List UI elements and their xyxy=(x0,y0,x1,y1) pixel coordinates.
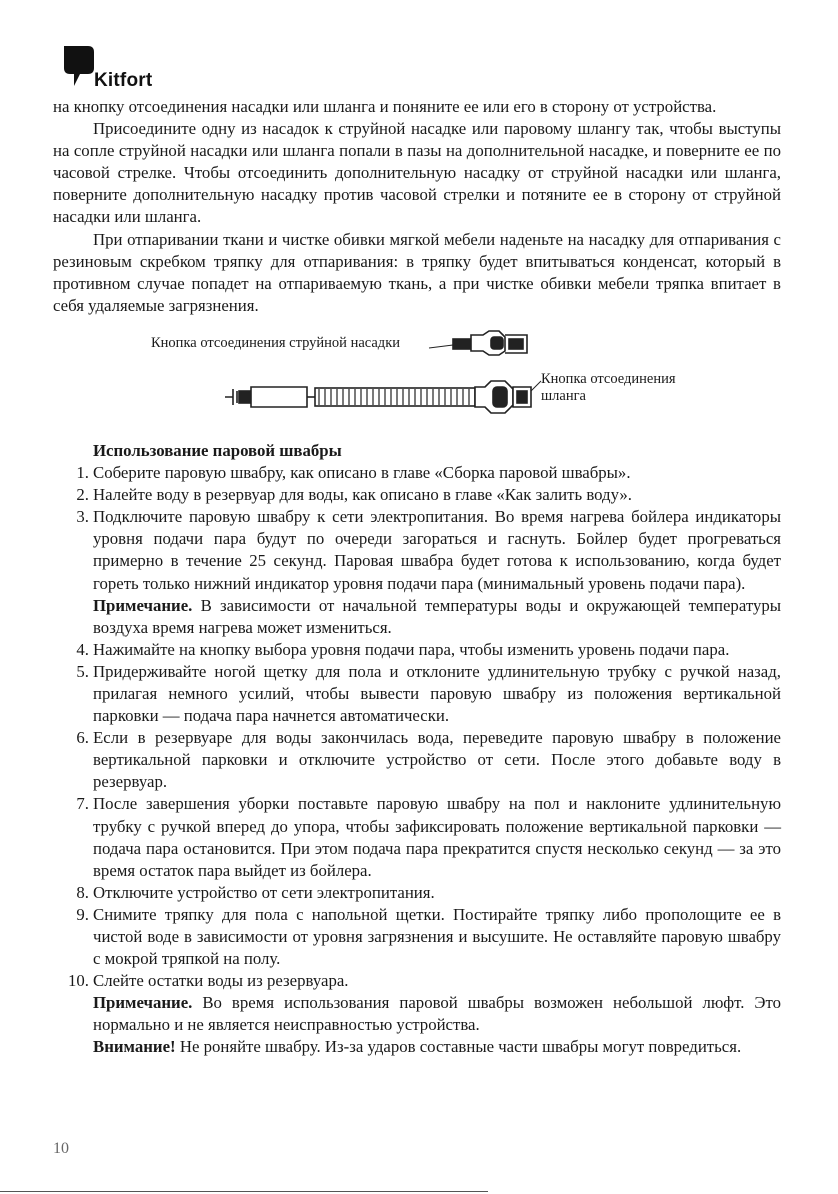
step-item xyxy=(53,462,781,484)
step-number: 10. xyxy=(68,971,89,991)
steam-hose-illustration xyxy=(225,387,475,407)
step-number: 7. xyxy=(76,794,89,814)
step-item xyxy=(53,793,781,881)
step-text: После завершения уборки поставьте паровую швабру на пол и наклоните удлинительную трубку с ручкой вперед до упора, чтобы зафиксировать положение вертикальной парковки — подача пара остановится. При этом подача пара прекратится спустя несколько секунд — за это время остаток пара выйдет из бойлера. xyxy=(93,794,781,880)
step-number: 3. xyxy=(76,507,89,527)
hose-label-leader xyxy=(531,381,541,391)
note-text: В зависимости от начальной температуры воды и окружающей температуры воздуха время нагрева может измениться. xyxy=(93,595,781,637)
step-item xyxy=(53,727,781,793)
step-text: Подключите паровую швабру к сети электропитания. Во время нагрева бойлера индикаторы уровня подачи пара будут по очереди загораться и гаснуть. Бойлер будет прогреваться примерно в течение 25 секунд. Паровая швабра будет готова к использованию, когда будет гореть только нижний индикатор уровня подачи пара (минимальный уровень подачи пара). xyxy=(93,507,781,593)
step-number: 9. xyxy=(76,904,89,924)
step-item xyxy=(53,661,781,727)
section-title: Использование паровой швабры xyxy=(93,440,342,460)
hose-detach-button-label xyxy=(541,371,676,405)
step-number: 1. xyxy=(76,463,89,483)
step-item xyxy=(53,484,781,506)
warning-text: Не роняйте швабру. Из-за ударов составные части швабры могут повредиться. xyxy=(175,1037,742,1057)
bottom-divider xyxy=(0,1191,488,1192)
intro-paragraph-2: При отпаривании ткани и чистке обивки мягкой мебели наденьте на насадку для отпаривания с резиновым скребком тряпку для отпаривания: в тряпку будет впитываться конденсат, который в противном случае попадет на отпариваемую ткань, а при чистке обивки мебели тряпка впитает в себя удаляемые загрязнения. xyxy=(53,229,781,315)
step-number: 6. xyxy=(76,728,89,748)
note-label: Примечание. xyxy=(93,993,193,1013)
intro-paragraph-1: Присоедините одну из насадок к струйной насадке или паровому шлангу так, чтобы выступы на сопле струйной насадки или шланга попали в пазы на дополнительной насадке, и поверните ее по часовой стрелке. Чтобы отсоединить дополнительную насадку от струйной насадки или шланга, поверните дополнительную насадку против часовой стрелки и потяните ее в сторону от струйной насадки или шланга. xyxy=(53,119,781,227)
note-text: Во время использования паровой швабры возможен небольшой люфт. Это нормально и не является неисправностью устройства. xyxy=(93,993,781,1035)
step-number: 8. xyxy=(76,882,89,902)
warning-label: Внимание! xyxy=(93,1037,176,1057)
step-text: Соберите паровую швабру, как описано в главе «Сборка паровой швабры». xyxy=(93,463,631,483)
step-text: Налейте воду в резервуар для воды, как описано в главе «Как залить воду». xyxy=(93,485,632,505)
step-text: Если в резервуаре для воды закончилась вода, переведите паровую швабру в положение вертикальной парковки и отключите устройство от сети. После этого добавьте воду в резервуар. xyxy=(93,728,781,792)
step-note xyxy=(93,595,781,639)
step-item xyxy=(53,639,781,661)
step-number: 5. xyxy=(76,661,89,681)
page-number: 10 xyxy=(53,1140,69,1157)
hose-connector-illustration xyxy=(475,381,531,413)
brand-name: Kitfort xyxy=(94,70,153,91)
hose-label-line-1: Кнопка отсоединения xyxy=(541,370,676,387)
step-item xyxy=(53,970,781,1058)
intro-paragraph-0: на кнопку отсоединения насадки или шланга и поняните ее или его в сторону от устройства. xyxy=(53,97,717,116)
step-note xyxy=(93,992,781,1036)
kitfort-logo-icon xyxy=(62,44,96,88)
hose-label-line-2: шланга xyxy=(541,387,586,404)
kitfort-logo xyxy=(62,44,182,96)
step-item xyxy=(53,882,781,904)
step-number: 4. xyxy=(76,639,89,659)
step-text: Отключите устройство от сети электропитания. xyxy=(93,882,435,902)
note-label: Примечание. xyxy=(93,595,193,615)
step-item xyxy=(53,904,781,970)
jet-nozzle-illustration xyxy=(453,331,527,355)
step-number: 2. xyxy=(76,485,89,505)
step-item xyxy=(53,506,781,639)
usage-steps-list xyxy=(53,462,781,1059)
step-warning xyxy=(93,1036,781,1058)
jet-label-leader xyxy=(429,345,453,348)
jet-detach-button-label: Кнопка отсоединения струйной насадки xyxy=(151,334,400,351)
hose-attachment-figure xyxy=(53,317,781,440)
step-text: Снимите тряпку для пола с напольной щетки. Постирайте тряпку либо прополощите ее в чистой воде в зависимости от уровня загрязнения и высушите. Не оставляйте паровую швабру с мокрой тряпкой на полу. xyxy=(93,904,781,969)
step-text: Нажимайте на кнопку выбора уровня подачи пара, чтобы изменить уровень подачи пара. xyxy=(93,639,730,659)
step-text: Слейте остатки воды из резервуара. xyxy=(93,971,349,991)
step-text: Придерживайте ногой щетку для пола и отклоните удлинительную трубку с ручкой назад, прилагая немного усилий, чтобы вывести паровую швабру из положения вертикальной парковки — подача пара начнется автоматически. xyxy=(93,661,781,726)
page-content xyxy=(53,96,781,1059)
